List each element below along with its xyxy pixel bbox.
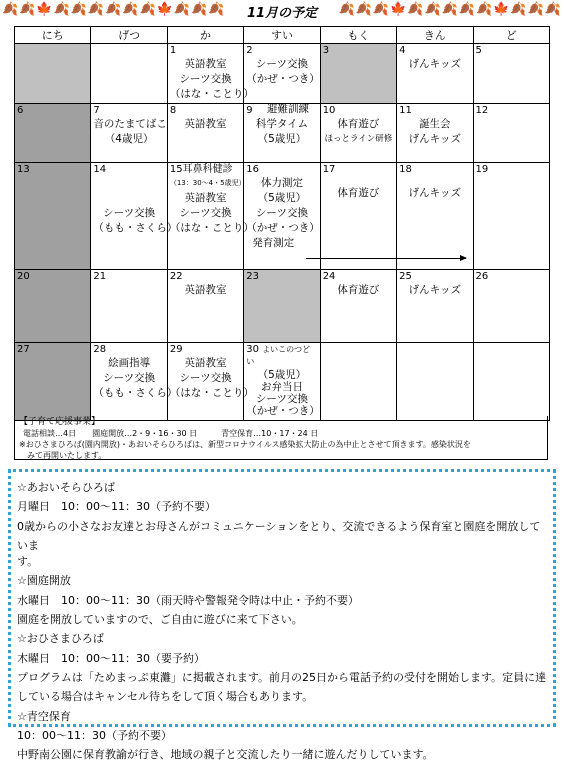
section-title: ☆青空保育 xyxy=(17,709,71,723)
weekday-sat: ど xyxy=(473,27,549,44)
notes-heading: 【子育て応援事業】 xyxy=(19,417,101,427)
day-number: 24 xyxy=(322,271,336,282)
day-number: 14 xyxy=(93,164,107,175)
day-number: 25 xyxy=(399,271,412,282)
event-text: （かぜ・つき） xyxy=(246,405,320,417)
day-number: 1 xyxy=(169,45,177,56)
weekday-fri: きん xyxy=(397,27,473,44)
day-cell-25 xyxy=(397,270,473,343)
event-text: お弁当日 xyxy=(260,381,303,393)
day-number: 19 xyxy=(475,164,489,175)
weekday-header-row xyxy=(15,27,550,44)
event-text: （13：30～4・5歳児） xyxy=(169,179,246,187)
event-text: 音のたまてばこ xyxy=(93,118,167,130)
day-cell-empty xyxy=(320,343,396,421)
event-text: 体育遊び xyxy=(337,187,380,199)
day-number: 29 xyxy=(169,344,183,355)
day-cell-12 xyxy=(473,104,549,163)
event-text: （5歳児） xyxy=(257,133,307,145)
event-text: シーツ交換 xyxy=(179,372,232,384)
event-text: げんキッズ xyxy=(408,187,461,199)
day-cell-23 xyxy=(244,270,320,343)
day-cell-2 xyxy=(244,44,320,104)
notes-line: 電話相談…4日 園庭開放…2・9・16・30 日 青空保育…10・17・24 日 xyxy=(23,429,319,438)
week-row-5 xyxy=(15,343,550,421)
event-text: シーツ交換 xyxy=(255,58,309,70)
event-text: シーツ交換 xyxy=(255,207,309,219)
day-number: 22 xyxy=(169,271,183,282)
event-text: シーツ交換 xyxy=(103,372,156,384)
day-cell-empty xyxy=(15,44,91,104)
event-text: 体力測定 xyxy=(260,177,303,189)
event-text: げんキッズ xyxy=(408,284,461,296)
arrow-icon xyxy=(306,258,466,259)
event-text: 英語教室 xyxy=(184,118,227,130)
event-text: （はな・ことり） xyxy=(169,387,254,399)
day-cell-18 xyxy=(397,163,473,270)
day-cell-4 xyxy=(397,44,473,104)
event-text: （5歳児） xyxy=(257,192,307,204)
day-number: 9 xyxy=(246,105,253,116)
section-title: ☆おひさまひろば xyxy=(17,632,104,646)
day-number: 13 xyxy=(17,164,30,175)
event-text: （はな・ことり） xyxy=(169,88,254,100)
day-number: 23 xyxy=(246,271,259,282)
section-desc: している場合はキャンセル待ちをして頂く場合もあります。 xyxy=(17,690,314,704)
event-text: シーツ交換 xyxy=(179,73,232,85)
day-number: 18 xyxy=(399,164,412,175)
day-number: 30 よいこのつどい xyxy=(246,344,311,366)
event-text: げんキッズ xyxy=(408,133,461,145)
day-number: 17 xyxy=(322,164,336,175)
event-text: シーツ交換 xyxy=(255,393,309,405)
day-cell-11 xyxy=(397,104,473,163)
event-text: ほっとライン研修 xyxy=(324,134,393,144)
day-number: 7 xyxy=(93,105,100,116)
event-text: 英語教室 xyxy=(184,284,227,296)
day-number: 11 xyxy=(399,105,412,116)
day-cell-13 xyxy=(15,163,91,270)
section-title: ☆あおいそらひろば xyxy=(17,481,115,494)
event-text: 発育測定 xyxy=(252,237,295,249)
day-cell-6 xyxy=(15,104,91,163)
day-cell-7 xyxy=(91,104,167,163)
section-desc: す。 xyxy=(17,555,39,569)
day-cell-30 xyxy=(244,343,320,421)
section-desc: 園庭を開放していますので、ご自由に遊びに来て下さい。 xyxy=(17,613,303,627)
day-cell-17 xyxy=(320,163,396,270)
day-cell-3 xyxy=(320,44,396,104)
day-number: 12 xyxy=(475,105,489,116)
day-cell-16 xyxy=(244,163,320,270)
day-number: 3 xyxy=(322,45,330,56)
event-text: 科学タイム xyxy=(255,118,309,130)
day-cell-empty xyxy=(473,343,549,421)
weekday-wed: すい xyxy=(244,27,320,44)
event-text: 体育遊び xyxy=(337,118,380,130)
section-time: 10：00～11：30（予約不要） xyxy=(17,728,172,742)
event-text: （はな・ことり） xyxy=(169,222,254,234)
support-notes xyxy=(14,416,548,460)
day-number: 2 xyxy=(246,45,253,56)
day-cell-14 xyxy=(91,163,178,270)
day-cell-8 xyxy=(167,104,243,163)
day-cell-26 xyxy=(473,270,549,343)
section-time: 月曜日 10：00～11：30（予約不要） xyxy=(17,500,216,514)
day-number: 4 xyxy=(399,45,406,56)
weekday-mon: げつ xyxy=(91,27,167,44)
event-text: 避難訓練 xyxy=(266,103,309,115)
day-number: 6 xyxy=(17,105,24,116)
event-text: 体育遊び xyxy=(337,284,380,296)
event-text: （かぜ・つき） xyxy=(246,222,320,234)
week-row-3 xyxy=(15,163,550,270)
page-header xyxy=(0,0,564,26)
day-cell-22 xyxy=(167,270,243,343)
day-number: 15耳鼻科健診 xyxy=(169,164,233,175)
event-text: げんキッズ xyxy=(408,58,461,70)
day-cell-21 xyxy=(91,270,167,343)
day-cell-1 xyxy=(167,44,254,104)
day-cell-5 xyxy=(473,44,549,104)
day-cell-20 xyxy=(15,270,91,343)
section-desc: プログラムは「ためまっぷ東灘」に掲載されます。前月の25日から電話予約の受付を開始します。定員に達 xyxy=(17,670,547,684)
event-text: 英語教室 xyxy=(184,357,227,369)
section-time: 木曜日 10：00～11：30（要予約） xyxy=(17,651,205,665)
day-cell-empty xyxy=(397,343,473,421)
notes-line: ※おひさまひろば(園内開放)・あおいそらひろばは、新型コロナウイルス感染拡大防止の為中止とさせて頂きます。感染状況を xyxy=(19,440,471,449)
day-number: 10 xyxy=(322,105,336,116)
week-row-4 xyxy=(15,270,550,343)
day-cell-29 xyxy=(167,343,254,421)
section-title: ☆園庭開放 xyxy=(17,574,71,588)
program-info-box xyxy=(8,469,556,762)
day-number: 20 xyxy=(17,271,30,282)
day-number: 28 xyxy=(93,344,107,355)
weekday-sun: にち xyxy=(15,27,91,44)
leaf-decoration-left: 🍂🍂🍁🍂🍂🍂🍂🍂🍂🍁🍂🍂🍂 xyxy=(2,2,226,17)
event-text: 誕生会 xyxy=(419,118,451,130)
day-cell-19 xyxy=(473,163,549,270)
event-text: （4歳児） xyxy=(104,133,154,145)
day-number: 21 xyxy=(93,271,107,282)
section-desc: 中野南公園に保育教諭が行き、地域の親子と交流したり一緒に遊んだりしています。 xyxy=(17,748,434,762)
event-text: （5歳児） xyxy=(257,369,307,381)
weekday-tue: か xyxy=(167,27,243,44)
event-text: （かぜ・つき） xyxy=(246,73,320,85)
section-desc: 0歳からの小さなお友達とお母さんがコミュニケーションをとり、交流できるよう保育室と園庭を開放していま xyxy=(17,519,541,552)
day-cell-24 xyxy=(320,270,396,343)
day-cell-9 xyxy=(244,104,320,163)
day-note: よいこのつどい xyxy=(246,345,311,366)
event-text: 英語教室 xyxy=(184,58,227,70)
day-number: 27 xyxy=(17,344,30,355)
week-row-1 xyxy=(15,44,550,104)
day-cell-empty xyxy=(91,44,167,104)
monthly-calendar xyxy=(14,26,550,421)
day-cell-27 xyxy=(15,343,91,421)
event-text: （もも・さくら） xyxy=(93,387,178,399)
day-cell-10 xyxy=(320,104,396,163)
day-number: 16 xyxy=(246,164,259,175)
weekday-thu: もく xyxy=(320,27,396,44)
leaf-decoration-right: 🍂🍂🍂🍁🍂🍂🍂🍂🍂🍁🍂🍂🍂 xyxy=(338,2,562,17)
day-number: 8 xyxy=(169,105,177,116)
event-text: 英語教室 xyxy=(184,192,227,204)
day-number: 26 xyxy=(475,271,489,282)
event-text: シーツ交換 xyxy=(179,207,232,219)
section-time: 水曜日 10：00～11：30（雨天時や警報発令時は中止・予約不要） xyxy=(17,593,359,607)
event-text: シーツ交換 xyxy=(103,207,156,219)
week-row-2 xyxy=(15,104,550,163)
notes-line: みて再開いたします。 xyxy=(27,451,107,460)
day-number: 5 xyxy=(475,45,482,56)
event-text: （もも・さくら） xyxy=(93,222,178,234)
event-text: 絵画指導 xyxy=(108,357,151,369)
page-title: 11月の予定 xyxy=(246,6,318,21)
